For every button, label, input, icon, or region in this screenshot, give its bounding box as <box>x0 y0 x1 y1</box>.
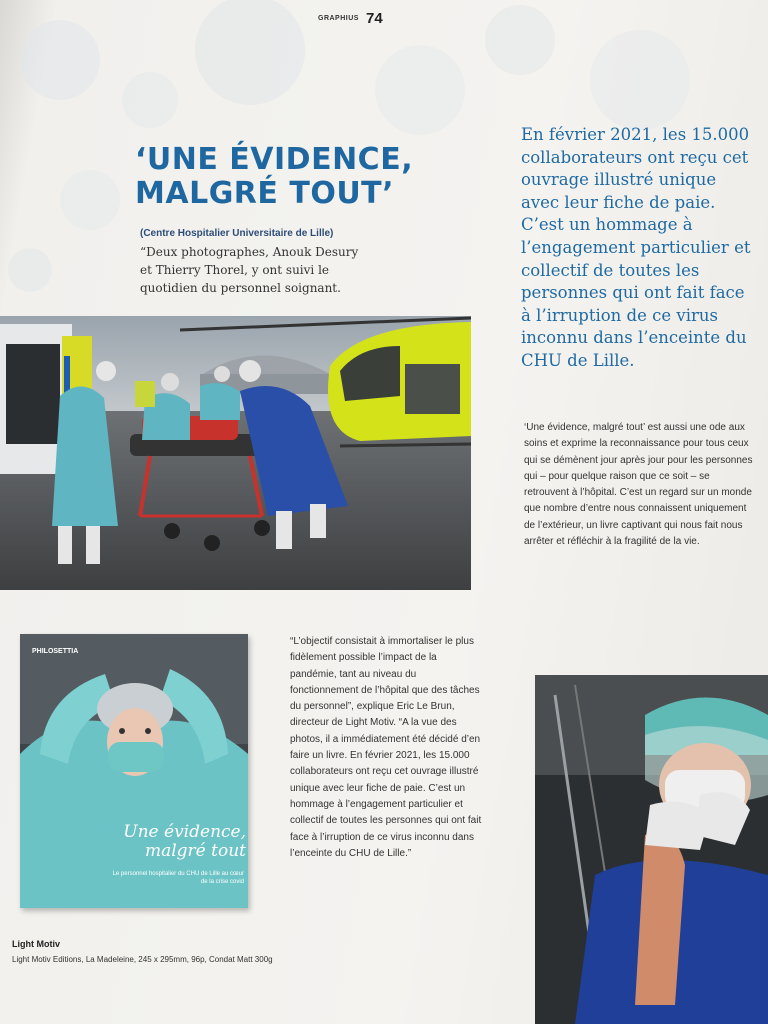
quote-text: “L’objectif consistait à immortaliser le plus fidèlement possible l’impact de la pandémie, tant au niveau du fonctionnement de l’hôpital que des tâches du personnel”, explique Eric Le Brun, directeur de Light Motiv. “A la vue des photos, il a immédiatement été décidé d’en faire un livre. En février 2021, les 15.000 collaborateurs ont reçu cet ouvrage illustré unique avec leur fiche de paie. C’est un hommage à l’engagement particulier et collectif de toutes les personnes qui ont fait face à l’irruption de ce virus inconnu dans l’enceinte du CHU de Lille.” <box>290 636 482 859</box>
article-lead: “Deux photographes, Anouk Desury et Thierry Thorel, y ont suivi le quotidien du personnel soignant. <box>140 245 359 295</box>
cover-title-line-1: Une évidence, <box>123 822 246 842</box>
article-title-line-1: ‘UNE ÉVIDENCE, <box>135 142 414 177</box>
credit-detail: Light Motiv Editions, La Madeleine, 245 x 295mm, 96p, Condat Matt 300g <box>12 955 273 964</box>
credit-title: Light Motiv <box>12 939 60 949</box>
body-text-right: ‘Une évidence, malgré tout’ est aussi une ode aux soins et exprime la reconnaissance pour tous ceux qui se démènent jour après jour pour les personnes qui – pour quelque raison que ce soit – se retrouvent à l’hôpital. C’est un regard sur un monde que nombre d’entre nous connaissent uniquement de l’extérieur, un livre captivant qui nous fait nous arrêter et réfléchir à la fragilité de la vie. <box>524 422 753 548</box>
photo-medic-face-shield <box>535 675 768 1024</box>
article-title <box>135 143 455 211</box>
cover-title <box>106 823 246 861</box>
cover-logo: PHILOSETTIA <box>32 648 79 655</box>
pull-quote: En février 2021, les 15.000 collaborateurs ont reçu cet ouvrage illustré unique avec leur fiche de paie. C’est un hommage à l’engagement particulier et collectif de toutes les personnes qui ont fait face à l’irruption de ce virus inconnu dans l’enceinte du CHU de Lille. <box>521 125 751 370</box>
cover-subtitle: Le personnel hospitalier du CHU de Lille au cœur de la crise covid <box>112 871 244 885</box>
article-title-line-2: MALGRÉ TOUT’ <box>135 176 395 211</box>
book-cover <box>20 634 248 908</box>
page-number: 74 <box>366 10 383 27</box>
photo-helicopter-stretcher <box>0 316 471 590</box>
cover-title-line-2: malgré tout <box>144 841 246 861</box>
article-subtitle: (Centre Hospitalier Universitaire de Lille) <box>140 228 334 239</box>
magazine-brand: GRAPHIUS <box>318 15 359 22</box>
